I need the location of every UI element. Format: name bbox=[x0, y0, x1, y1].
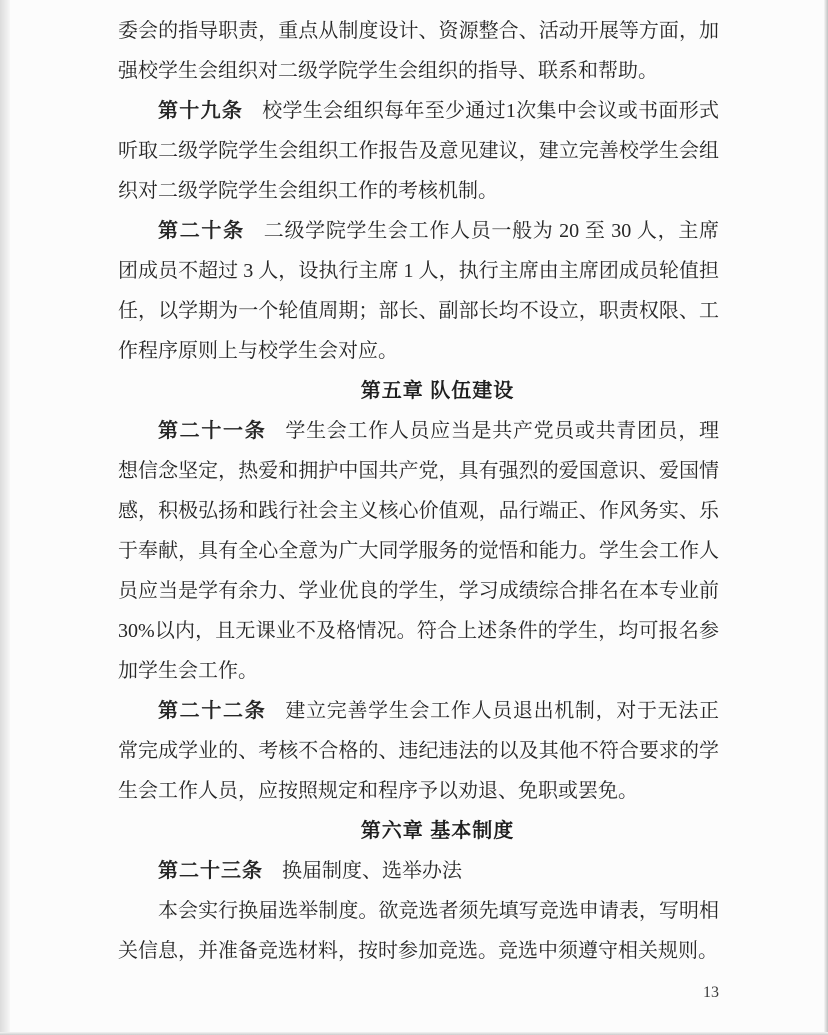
article-21-label: 第二十一条 bbox=[158, 420, 267, 442]
article-22-text: 建立完善学生会工作人员退出机制，对于无法正常完成学业的、考核不合格的、违纪违法的以及其他不符合要求的学生会工作人员，应按照规定和程序予以劝退、免职或罢免。 bbox=[118, 700, 720, 802]
article-23-label: 第二十三条 bbox=[158, 860, 263, 882]
paragraph-continuation: 委会的指导职责，重点从制度设计、资源整合、活动开展等方面，加强校学生会组织对二级学院学生会组织的指导、联系和帮助。 bbox=[118, 20, 719, 82]
paragraph-article-20 bbox=[118, 211, 719, 371]
chapter-5-heading: 第五章 队伍建设 bbox=[360, 380, 515, 402]
article-19-label: 第十九条 bbox=[158, 100, 244, 122]
paragraph-article-21 bbox=[118, 411, 719, 691]
article-20-text: 二级学院学生会工作人员一般为 20 至 30 人，主席团成员不超过 3 人，设执行主席 1 人，执行主席由主席团成员轮值担任，以学期为一个轮值周期；部长、副部长均不设立，职责权限、工作程序原则上与校学生会对应。 bbox=[118, 220, 720, 362]
scan-right-edge bbox=[824, 0, 828, 1035]
scan-left-edge bbox=[0, 0, 10, 1035]
document-body bbox=[118, 11, 719, 971]
paragraph-election: 本会实行换届选举制度。欲竞选者须先填写竞选申请表，写明相关信息，并准备竞选材料，按时参加竞选。竞选中须遵守相关规则。 bbox=[118, 900, 719, 962]
page-number: 13 bbox=[703, 984, 719, 1001]
article-19-text: 校学生会组织每年至少通过1次集中会议或书面形式听取二级学院学生会组织工作报告及意见建议，建立完善校学生会组织对二级学院学生会组织工作的考核机制。 bbox=[118, 100, 720, 202]
paragraph-article-22 bbox=[118, 691, 719, 811]
article-23-text: 换届制度、选举办法 bbox=[282, 860, 462, 882]
article-22-label: 第二十二条 bbox=[158, 700, 267, 722]
paragraph-article-23 bbox=[118, 851, 719, 891]
article-20-label: 第二十条 bbox=[158, 220, 245, 242]
paragraph-article-19 bbox=[118, 91, 719, 211]
chapter-6-heading: 第六章 基本制度 bbox=[360, 820, 515, 842]
article-21-text: 学生会工作人员应当是共产党员或共青团员，理想信念坚定，热爱和拥护中国共产党，具有强烈的爱国意识、爱国情感，积极弘扬和践行社会主义核心价值观，品行端正、作风务实、乐于奉献，具有全心全意为广大同学服务的觉悟和能力。学生会工作人员应当是学有余力、学业优良的学生，学习成绩综合排名在本专业前 30%以内，且无课业不及格情况。符合上述条件的学生，均可报名参加学生会工作。 bbox=[118, 420, 720, 682]
